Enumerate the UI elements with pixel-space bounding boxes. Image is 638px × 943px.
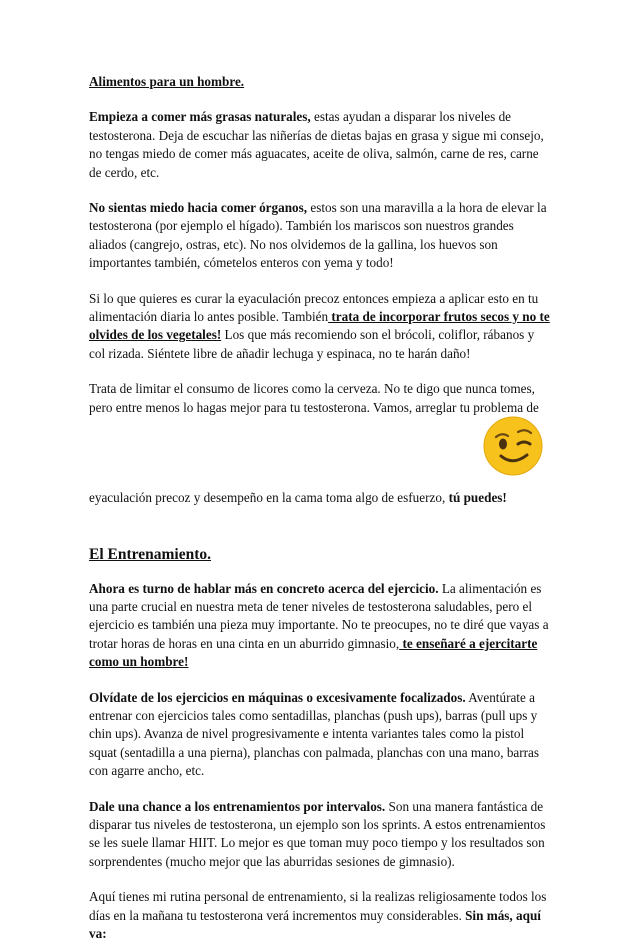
paragraph-routine-body: Aquí tienes mi rutina personal de entrenamiento, si la realizas religiosamente todos los días en la mañana tu testosterona verá incrementos muy considerables. xyxy=(89,889,547,923)
paragraph-intervals-body: Son una manera fantástica de disparar tus niveles de testosterona, un ejemplo son los sprints. A estos entrenamientos se les suele llamar HIIT. Lo mejor es que toman muy poco tiempo y los resultados son sorprendentes (mucho mejor que las aburridas sesiones de gimnasio). xyxy=(89,798,546,869)
paragraph-vegetables-body-a: Si lo que quieres es curar la eyaculación precoz entonces empieza a aplicar esto en tu alimentación diaria lo antes posible. También xyxy=(89,290,539,325)
paragraph-vegetables-emphasis: trata de incorporar frutos secos y no te olvides de los vegetales! xyxy=(89,309,550,343)
paragraph-exercise-body: La alimentación es una parte crucial en nuestra meta de tener niveles de testosterona saludables, pero el ejercicio es también una pieza muy importante. No te preocupes, no te diré que vayas a trotar horas de horas en una cinta en un aburrido gimnasio, xyxy=(89,580,549,651)
paragraph-organs xyxy=(89,199,551,273)
paragraph-exercise-emphasis: te enseñaré a ejercitarte como un hombre! xyxy=(89,635,538,670)
paragraph-fats-body: estas ayudan a disparar los niveles de testosterona. Deja de escuchar las niñerías de dietas bajas en grasa y sigue mi consejo, no tengas miedo de comer más aguacates, aceite de oliva, salmón, carne de res, carne de cerdo, etc. xyxy=(89,109,544,180)
paragraph-machines-lead: Olvídate de los ejercicios en máquinas o excesivamente focalizados. xyxy=(89,689,466,705)
paragraph-fats xyxy=(89,108,551,182)
paragraph-routine xyxy=(89,888,551,943)
paragraph-organs-lead: No sientas miedo hacia comer órganos, xyxy=(89,200,308,216)
paragraph-machines xyxy=(89,689,551,781)
paragraph-intervals-lead: Dale una chance a los entrenamientos por intervalos. xyxy=(89,798,386,814)
paragraph-liquor-closing xyxy=(89,489,551,507)
paragraph-routine-emphasis: Sin más, aquí va: xyxy=(89,907,541,941)
paragraph-fats-lead: Empieza a comer más grasas naturales, xyxy=(89,109,311,125)
section-title-food xyxy=(89,73,551,91)
paragraph-exercise-lead: Ahora es turno de hablar más en concreto acerca del ejercicio. xyxy=(89,580,439,596)
title-text: Alimentos para un hombre. xyxy=(89,74,245,89)
winking-face-emoji-icon xyxy=(483,416,543,476)
document-page xyxy=(89,73,551,943)
paragraph-machines-body: Aventúrate a entrenar con ejercicios tales como sentadillas, planchas (push ups), barras (pull ups y chin ups). Avanza de nivel progresivamente e intenta variantes tales como la pistol squat (sentadilla a una pierna), planchas con palmada, planchas con una mano, barras con agarre ancho, etc. xyxy=(89,689,540,779)
paragraph-vegetables-body-b: Los que más recomiendo son el brócoli, coliflor, rábanos y col rizada. Siéntete libre de añadir lechuga y espinaca, no te harán daño! xyxy=(89,327,535,361)
paragraph-liquor-body-b: eyaculación precoz y desempeño en la cama toma algo de esfuerzo, xyxy=(89,490,446,506)
paragraph-organs-body: estos son una maravilla a la hora de elevar la testosterona (por ejemplo el hígado). También los mariscos son nuestros grandes aliados (cangrejo, ostras, etc). No nos olvidemos de la gallina, los huevos son importantes también, cómetelos enteros con yema y todo! xyxy=(89,200,547,271)
paragraph-liquor-emphasis: tú puedes! xyxy=(445,490,507,506)
paragraph-vegetables xyxy=(89,290,551,364)
paragraph-liquor-body-a: Trata de limitar el consumo de licores como la cerveza. No te digo que nunca tomes, pero entre menos lo hagas mejor para tu testosterona. Vamos, arreglar tu problema de xyxy=(89,381,539,415)
paragraph-intervals xyxy=(89,798,551,872)
emoji-row xyxy=(89,417,551,489)
paragraph-exercise xyxy=(89,580,551,672)
section-title-training: El Entrenamiento. xyxy=(89,545,211,563)
paragraph-liquor xyxy=(89,380,551,417)
